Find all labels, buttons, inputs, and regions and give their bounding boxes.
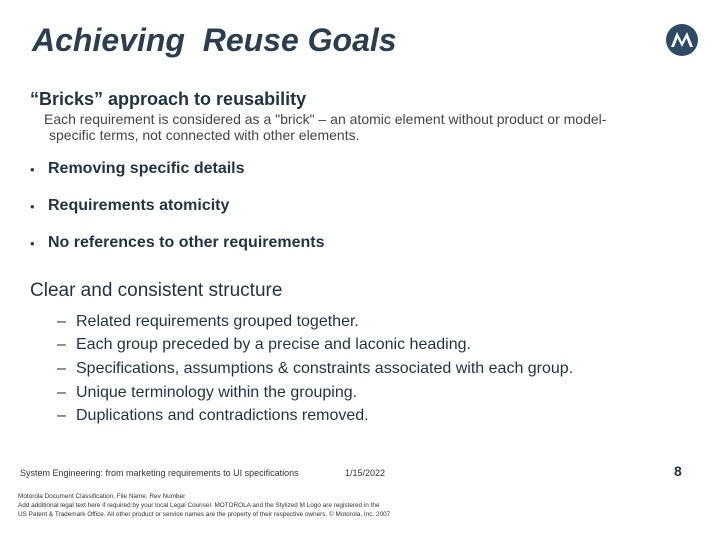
dash-icon: –: [57, 383, 66, 401]
legal-text: [18, 492, 578, 519]
structure-item: [57, 357, 573, 381]
bricks-description-line-1: Each requirement is considered as a "brick" – an atomic element without product or model-: [44, 111, 607, 127]
dash-icon: –: [57, 312, 66, 330]
structure-item: [57, 334, 573, 358]
dash-icon: –: [57, 359, 66, 377]
bullet-text: Removing specific details: [48, 160, 245, 177]
structure-item-text: Specifications, assumptions & constraints associated with each group.: [76, 359, 574, 377]
structure-heading: Clear and consistent structure: [30, 280, 283, 301]
bricks-bullet-list: [30, 160, 325, 271]
legal-line: Motorola Document Classification, File Name, Rev Number: [18, 493, 186, 500]
bullet-dot-icon: •: [30, 162, 35, 177]
dash-icon: –: [57, 407, 66, 425]
structure-item-text: Each group preceded by a precise and laconic heading.: [76, 336, 471, 354]
page-number: 8: [674, 463, 682, 479]
footer-date: 1/15/2022: [345, 468, 386, 478]
structure-item: [57, 404, 573, 428]
bullet-dot-icon: •: [30, 199, 35, 214]
bricks-description: [44, 111, 704, 143]
bullet-item: [30, 234, 325, 271]
structure-list: [57, 310, 573, 428]
structure-item: [57, 381, 573, 405]
bullet-item: [30, 197, 325, 234]
structure-item: [57, 310, 573, 334]
bullet-dot-icon: •: [30, 236, 35, 251]
structure-item-text: Unique terminology within the grouping.: [76, 383, 358, 401]
dash-icon: –: [57, 336, 66, 354]
slide-title: Achieving Reuse Goals: [32, 22, 397, 58]
structure-item-text: Duplications and contradictions removed.: [76, 407, 369, 425]
bullet-item: [30, 160, 325, 197]
bullet-text: No references to other requirements: [48, 234, 325, 251]
bricks-heading: “Bricks” approach to reusability: [30, 89, 307, 109]
bricks-description-line-2: specific terms, not connected with other elements.: [49, 127, 360, 143]
legal-line: US Patent & Trademark Office. All other product or service names are the property of their respective owners. © Motorola, Inc. 2007: [18, 511, 391, 518]
bullet-text: Requirements atomicity: [48, 197, 230, 214]
footer-source: System Engineering: from marketing requirements to UI specifications: [20, 468, 299, 478]
legal-line: Add additional legal text here if required by your local Legal Counsel. MOTOROLA and the Stylized M Logo are registered in the: [18, 502, 380, 509]
motorola-logo-icon: [666, 24, 698, 56]
structure-item-text: Related requirements grouped together.: [76, 312, 359, 330]
